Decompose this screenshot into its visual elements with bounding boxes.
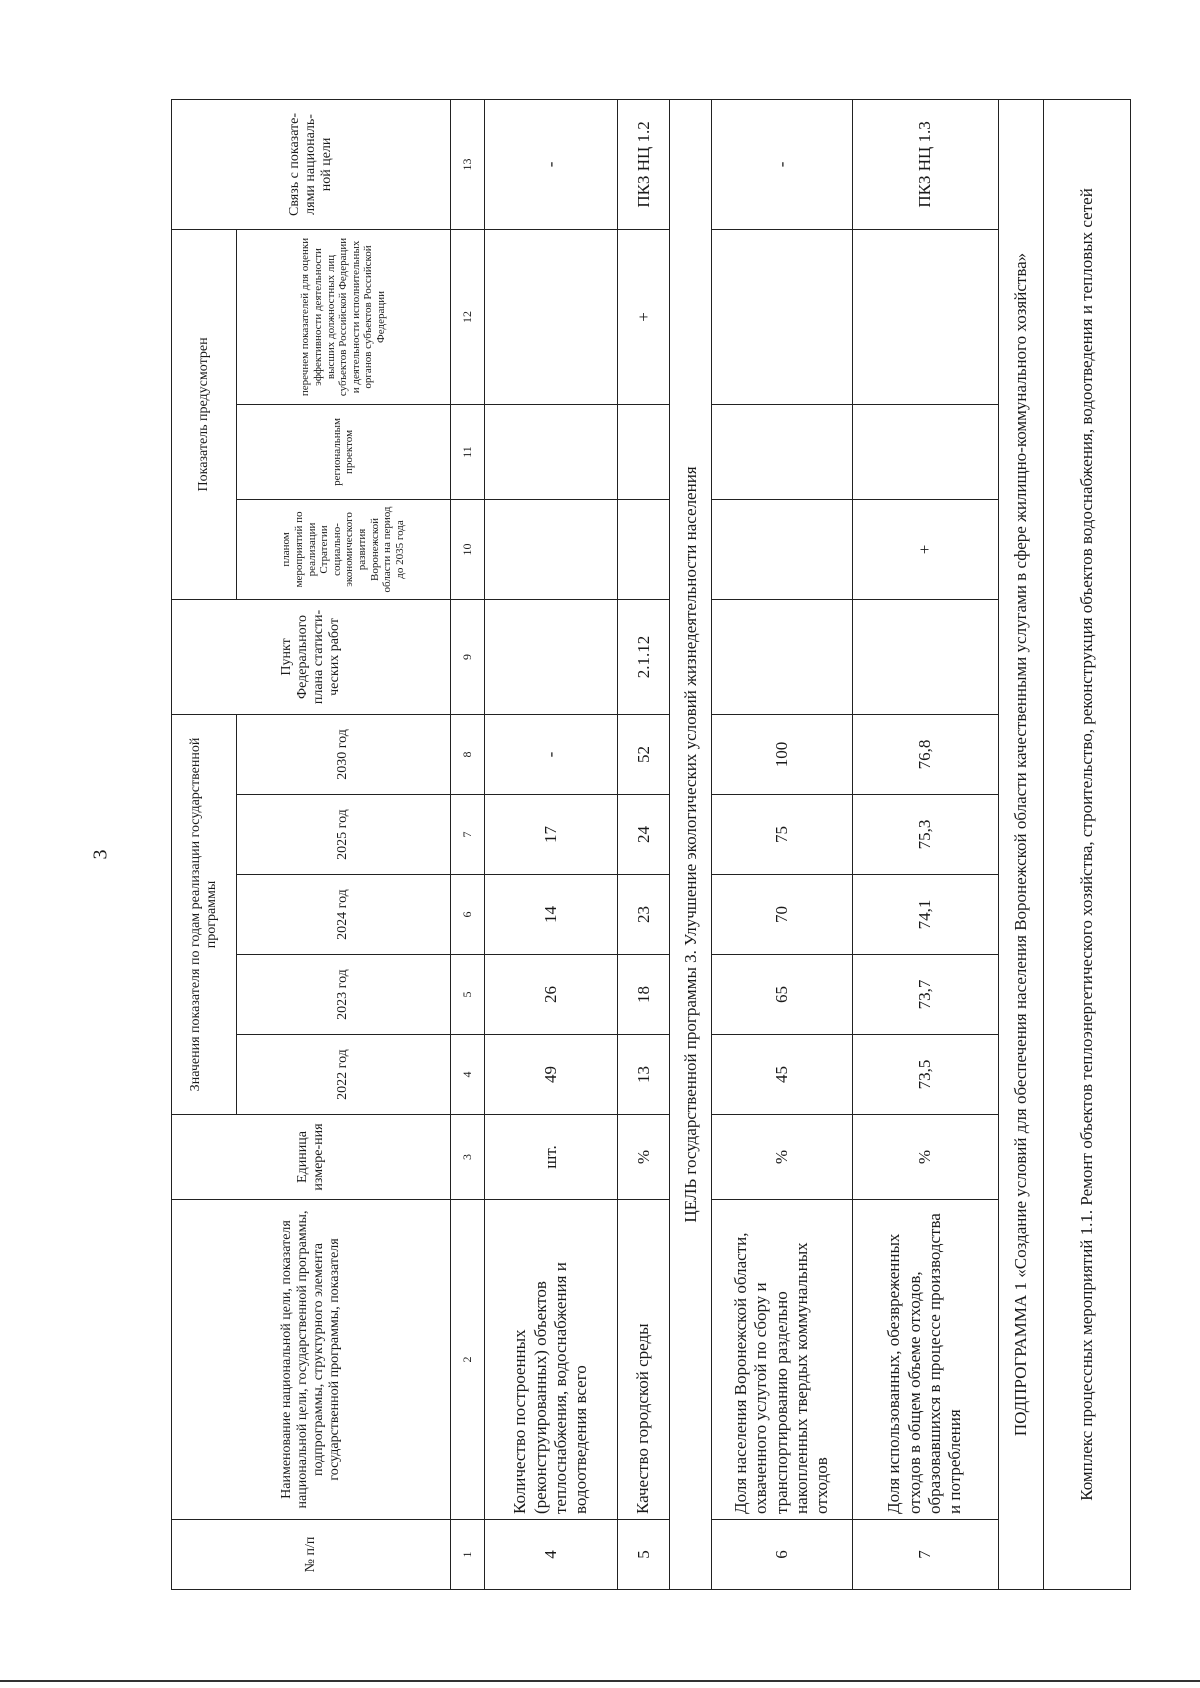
header-year-2024: 2024 год	[236, 875, 451, 955]
column-number: 6	[451, 875, 484, 955]
regional-mark	[852, 404, 998, 499]
header-col-name: Наименование национальной цели, показателя национальной цели, государственной программы, подпрограммы, структурного элемента государственной программы, показателя	[172, 1200, 451, 1520]
section-complex-row	[1044, 99, 1131, 1589]
column-number: 13	[451, 99, 484, 229]
value-2030: 76,8	[852, 714, 998, 794]
value-2023: 26	[484, 955, 617, 1035]
column-number: 3	[451, 1115, 484, 1200]
section-subprogram-title: ПОДПРОГРАММА 1 «Создание условий для обеспечения населения Воронежской области качественными услугами в сфере жилищно-коммунального хозяйства»	[998, 99, 1044, 1589]
scan-edge-line	[0, 1680, 1200, 1682]
header-year-2025: 2025 год	[236, 795, 451, 875]
value-2023: 18	[618, 955, 670, 1035]
federal-plan-item: 2.1.12	[618, 599, 670, 714]
national-goal-link: ПКЗ НЦ 1.3	[852, 99, 998, 229]
value-2024: 14	[484, 875, 617, 955]
header-year-2022: 2022 год	[236, 1035, 451, 1115]
column-number: 5	[451, 955, 484, 1035]
column-number: 8	[451, 714, 484, 794]
federal-plan-item	[852, 599, 998, 714]
strategy-mark	[618, 499, 670, 599]
list-mark	[852, 229, 998, 404]
page-number: 3	[89, 849, 112, 860]
indicator-name: Качество городской среды	[618, 1200, 670, 1520]
strategy-mark	[711, 499, 852, 599]
value-2025: 24	[618, 795, 670, 875]
column-number: 11	[451, 404, 484, 499]
column-number: 7	[451, 795, 484, 875]
value-2022: 45	[711, 1035, 852, 1115]
value-2023: 73,7	[852, 955, 998, 1035]
value-2023: 65	[711, 955, 852, 1035]
column-number: 10	[451, 499, 484, 599]
header-year-2023: 2023 год	[236, 955, 451, 1035]
list-mark	[711, 229, 852, 404]
value-2022: 73,5	[852, 1035, 998, 1115]
value-2030: 100	[711, 714, 852, 794]
value-2024: 74,1	[852, 875, 998, 955]
national-goal-link: ПКЗ НЦ 1.2	[618, 99, 670, 229]
header-provided-group: Показатель предусмотрен	[172, 229, 237, 599]
indicator-name: Доля населения Воронежской области, охваченного услугой по сбору и транспортированию раздельно накопленных твердых коммунальных отходов	[711, 1200, 852, 1520]
value-2025: 75,3	[852, 795, 998, 875]
column-number: 1	[451, 1520, 484, 1590]
national-goal-link: -	[711, 99, 852, 229]
table-row	[711, 99, 852, 1589]
federal-plan-item	[484, 599, 617, 714]
header-col-unit: Единица измере-ния	[172, 1115, 451, 1200]
table-row	[852, 99, 998, 1589]
row-number: 5	[618, 1520, 670, 1590]
rotated-table-container	[171, 100, 1131, 1590]
header-col-regional: региональным проектом	[236, 404, 451, 499]
column-number: 2	[451, 1200, 484, 1520]
column-number: 12	[451, 229, 484, 404]
header-col-no: № п/п	[172, 1520, 451, 1590]
strategy-mark	[484, 499, 617, 599]
federal-plan-item	[711, 599, 852, 714]
row-number: 7	[852, 1520, 998, 1590]
section-complex-title: Комплекс процессных мероприятий 1.1. Ремонт объектов теплоэнергетического хозяйства, строительство, реконструкция объектов водоснабжения, водоотведения и тепловых сетей	[1044, 99, 1131, 1589]
header-col-link: Связь с показате-лями националь-ной цели	[172, 99, 451, 229]
value-2030: -	[484, 714, 617, 794]
column-number-row	[451, 99, 484, 1589]
unit: %	[852, 1115, 998, 1200]
section-goal-row	[670, 99, 712, 1589]
value-2022: 49	[484, 1035, 617, 1115]
unit: %	[711, 1115, 852, 1200]
header-year-2030: 2030 год	[236, 714, 451, 794]
value-2022: 13	[618, 1035, 670, 1115]
strategy-mark: +	[852, 499, 998, 599]
column-number: 9	[451, 599, 484, 714]
table-row	[618, 99, 670, 1589]
indicators-table	[171, 99, 1131, 1590]
header-col-federal-plan: Пункт Федерального плана статисти-ческих работ	[172, 599, 451, 714]
section-goal-title: ЦЕЛЬ государственной программы 3. Улучшение экологических условий жизнедеятельности населения	[670, 99, 712, 1589]
header-col-strategy: планом мероприятий по реализации Стратегии социально-экономического развития Воронежской области на период до 2035 года	[236, 499, 451, 599]
header-values-group: Значения показателя по годам реализации государственной программы	[172, 714, 237, 1114]
header-col-list: перечнем показателей для оценки эффективности деятельности высших должностных лиц субъектов Российской Федерации и деятельности исполнительных органов субъектов Российской Федерации	[236, 229, 451, 404]
value-2024: 23	[618, 875, 670, 955]
value-2024: 70	[711, 875, 852, 955]
national-goal-link: -	[484, 99, 617, 229]
indicator-name: Количество построенных (реконструированных) объектов теплоснабжения, водоснабжения и водоотведения всего	[484, 1200, 617, 1520]
list-mark: +	[618, 229, 670, 404]
regional-mark	[618, 404, 670, 499]
regional-mark	[711, 404, 852, 499]
header-row-1	[172, 99, 237, 1589]
indicator-name: Доля использованных, обезвреженных отходов в общем объеме отходов, образовавшихся в процессе производства и потребления	[852, 1200, 998, 1520]
value-2025: 75	[711, 795, 852, 875]
section-subprogram-row	[998, 99, 1044, 1589]
list-mark	[484, 229, 617, 404]
column-number: 4	[451, 1035, 484, 1115]
row-number: 6	[711, 1520, 852, 1590]
value-2025: 17	[484, 795, 617, 875]
unit: шт.	[484, 1115, 617, 1200]
value-2030: 52	[618, 714, 670, 794]
regional-mark	[484, 404, 617, 499]
unit: %	[618, 1115, 670, 1200]
row-number: 4	[484, 1520, 617, 1590]
table-row	[484, 99, 617, 1589]
